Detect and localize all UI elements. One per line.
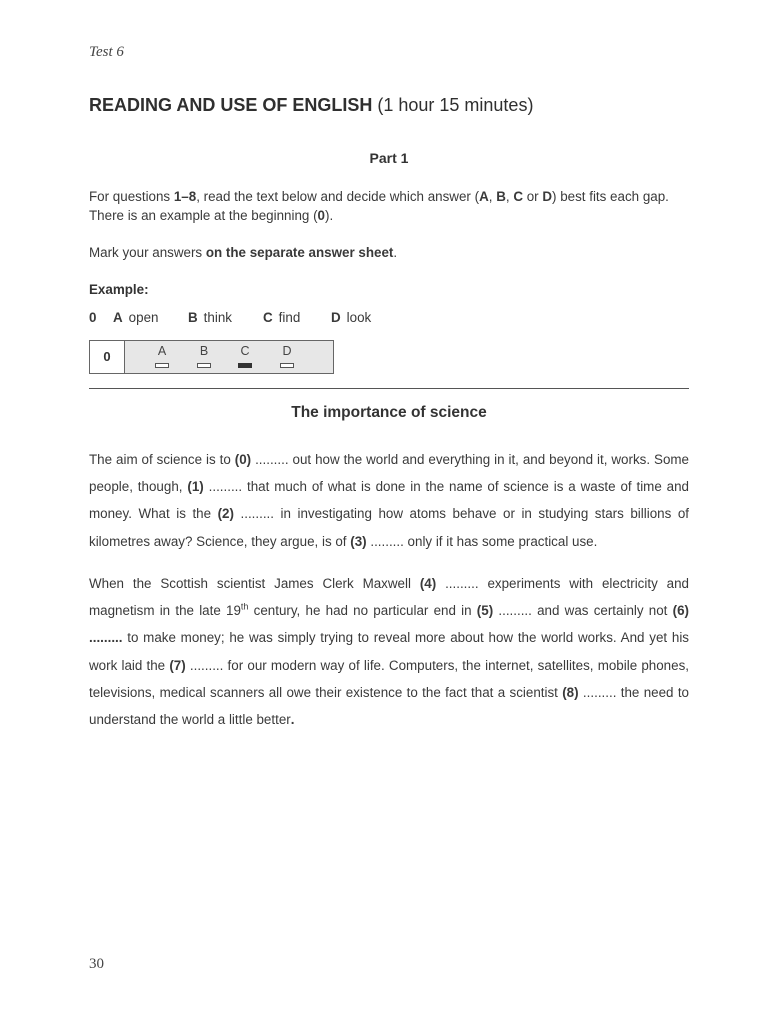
option-letter: B [188,310,198,325]
instr-text: , [488,189,497,204]
answer-option-letter: A [157,344,167,358]
instructions-text [89,187,694,225]
instr-letter: D [542,189,553,204]
instr-text: ) best fits each gap. There is an example at the beginning ( [89,189,669,223]
example-label: Example: [89,282,149,297]
option-word: think [203,310,232,325]
example-option-c [263,310,300,325]
answer-option-letter: D [282,344,292,358]
gap-number: (0) [234,452,252,467]
paragraph-text: ......... in investigating how atoms behave or in studying stars billions of kilometres away? Science, they argue, is of [89,506,689,549]
option-letter: D [331,310,341,325]
answer-mark-empty [280,363,294,368]
answer-option-d [277,343,297,368]
option-word: find [278,310,301,325]
paragraph-text: . [290,712,295,728]
instr-text: , [505,189,514,204]
paper-duration: (1 hour 15 minutes) [372,95,534,115]
example-option-d [331,310,371,325]
example-option-a [113,310,158,325]
paragraph-text: ......... experiments with electricity and magnetism in the late 19 [89,576,689,619]
ordinal-suffix: th [240,601,249,612]
gap-number: (3) [350,533,367,549]
instr-text: ). [324,208,334,223]
paragraph-text: ......... the need to understand the world a little better [89,684,690,728]
answer-mark-filled [238,363,252,368]
instr-text: , read the text below and decide which answer ( [196,189,480,204]
instr-emphasis: on the separate answer sheet [205,245,394,260]
gap-number: (2) [217,506,234,522]
paragraph-text: When the Scottish scientist James Clerk Maxwell [89,576,420,591]
part-heading: Part 1 [369,150,409,166]
paragraph-text: ......... only if it has some practical use. [366,533,598,549]
example-number [89,310,102,325]
paragraph-text: The aim of science is to [89,452,235,467]
paragraph-text: ......... that much of what is done in the name of science is a waste of time and money. What is the [89,479,689,522]
answer-mark-empty [197,363,211,368]
paragraph-text: ......... out how the world and everything in it, and beyond it, works. Some people, though, [89,452,689,495]
instr-text: or [522,189,543,204]
instr-letter: C [513,189,523,204]
page-number: 30 [89,956,104,972]
gap-number: (8) [562,684,579,700]
gap-number: (1) [187,479,204,495]
answer-option-letter: C [240,344,250,358]
paragraph-text: ......... and was certainly not [493,603,673,619]
paper-title [89,95,533,116]
paragraph-2 [89,570,689,733]
answer-option-letter: B [199,344,209,358]
answer-option-a [152,343,172,368]
option-word: open [128,310,159,325]
example-option-b [188,310,232,325]
answer-option-b [194,343,214,368]
option-word: look [346,310,372,325]
running-head: Test 6 [89,44,124,60]
example-answer-box [89,340,334,374]
instr-range: 1–8 [173,189,197,204]
gap-number: (6) ......... [89,603,689,646]
paper-title-bold: READING AND USE OF ENGLISH [89,95,373,115]
answer-sheet-instruction [89,243,694,262]
gap-number: (4) [419,576,437,591]
instr-letter: B [496,189,506,204]
gap-number: (5) [476,603,494,619]
option-letter: A [113,310,123,325]
answer-box-number: 0 [90,341,125,373]
paragraph-1 [89,446,689,555]
instr-letter: A [479,189,489,204]
instr-text: Mark your answers [89,245,206,260]
example-number-text: 0 [89,310,97,325]
option-letter: C [263,310,273,325]
instr-text: . [393,245,398,260]
paragraph-text: to make money; he was simply trying to reveal more about how the world works. And yet his work laid the [89,630,689,673]
instr-text: For questions [89,189,174,204]
divider [89,388,689,389]
text-title: The importance of science [291,404,487,421]
answer-option-c [235,343,255,368]
instr-example-number: 0 [317,208,325,223]
paragraph-text: century, he had no particular end in [248,603,477,619]
answer-mark-empty [155,363,169,368]
gap-number: (7) [169,657,186,673]
paragraph-text: ......... for our modern way of life. Computers, the internet, satellites, mobile phones, televisions, medical scanners all owe their existence to the fact that a scientist [89,657,689,700]
